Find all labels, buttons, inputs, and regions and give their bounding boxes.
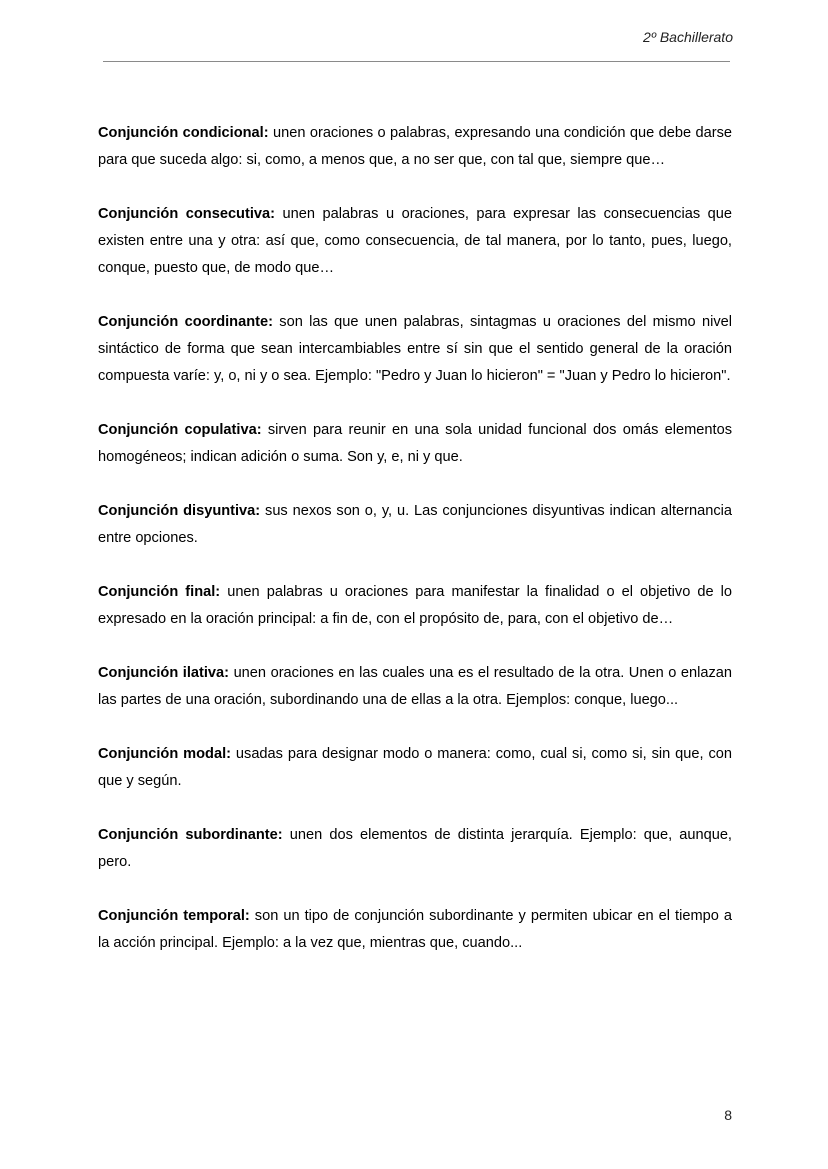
entry-term: Conjunción final:: [98, 584, 221, 600]
definition-entry: [98, 741, 732, 795]
definition-entry: [98, 120, 732, 174]
entry-term: Conjunción modal:: [98, 746, 231, 762]
definition-entry: [98, 498, 732, 552]
entry-term: Conjunción condicional:: [98, 125, 269, 141]
entry-definition: sus nexos son o, y, u. Las conjunciones disyuntivas indican alternancia entre opciones.: [98, 503, 732, 546]
definition-entry: [98, 417, 732, 471]
entry-definition: unen palabras u oraciones, para expresar las consecuencias que existen entre una y otra: así que, como consecuencia, de tal manera, por lo tanto, pues, luego, conque, puesto que, de modo que…: [98, 206, 732, 276]
entry-definition: sirven para reunir en una sola unidad funcional dos omás elementos homogéneos; indican adición o suma. Son y, e, ni y que.: [98, 422, 733, 465]
header-divider: [103, 61, 730, 62]
definition-entry: [98, 822, 732, 876]
entry-definition: son las que unen palabras, sintagmas u oraciones del mismo nivel sintáctico de forma que sean intercambiables entre sí sin que el sentido general de la oración compuesta varíe: y, o, ni y o sea. Ejemplo: "Pedro y Juan lo hicieron" = "Juan y Pedro lo hicieron".: [98, 314, 732, 384]
definition-entry: [98, 201, 732, 282]
entry-definition: unen oraciones en las cuales una es el resultado de la otra. Unen o enlazan las partes de una oración, subordinando una de ellas a la otra. Ejemplos: conque, luego...: [98, 665, 732, 708]
entry-term: Conjunción ilativa:: [98, 665, 230, 681]
definition-entry: [98, 579, 732, 633]
entry-definition: unen oraciones o palabras, expresando una condición que debe darse para que suceda algo: si, como, a menos que, a no ser que, con tal que, siempre que…: [98, 125, 732, 168]
entry-term: Conjunción temporal:: [98, 908, 250, 924]
entry-term: Conjunción disyuntiva:: [98, 503, 261, 519]
document-body: [98, 120, 732, 984]
entry-term: Conjunción copulativa:: [98, 422, 262, 438]
entry-definition: son un tipo de conjunción subordinante y permiten ubicar en el tiempo a la acción principal. Ejemplo: a la vez que, mientras que, cuando...: [98, 908, 732, 951]
entry-definition: unen palabras u oraciones para manifestar la finalidad o el objetivo de lo expresado en la oración principal: a fin de, con el propósito de, para, con el objetivo de…: [98, 584, 732, 627]
entry-definition: usadas para designar modo o manera: como, cual si, como si, sin que, con que y según.: [98, 746, 732, 789]
page-number: 8: [724, 1107, 732, 1123]
definition-entry: [98, 903, 732, 957]
entry-term: Conjunción consecutiva:: [98, 206, 275, 222]
definition-entry: [98, 660, 732, 714]
entry-term: Conjunción coordinante:: [98, 314, 273, 330]
entry-definition: unen dos elementos de distinta jerarquía. Ejemplo: que, aunque, pero.: [98, 827, 732, 870]
definition-entry: [98, 309, 732, 390]
header-course-label: 2º Bachillerato: [643, 29, 733, 45]
entry-term: Conjunción subordinante:: [98, 827, 283, 843]
